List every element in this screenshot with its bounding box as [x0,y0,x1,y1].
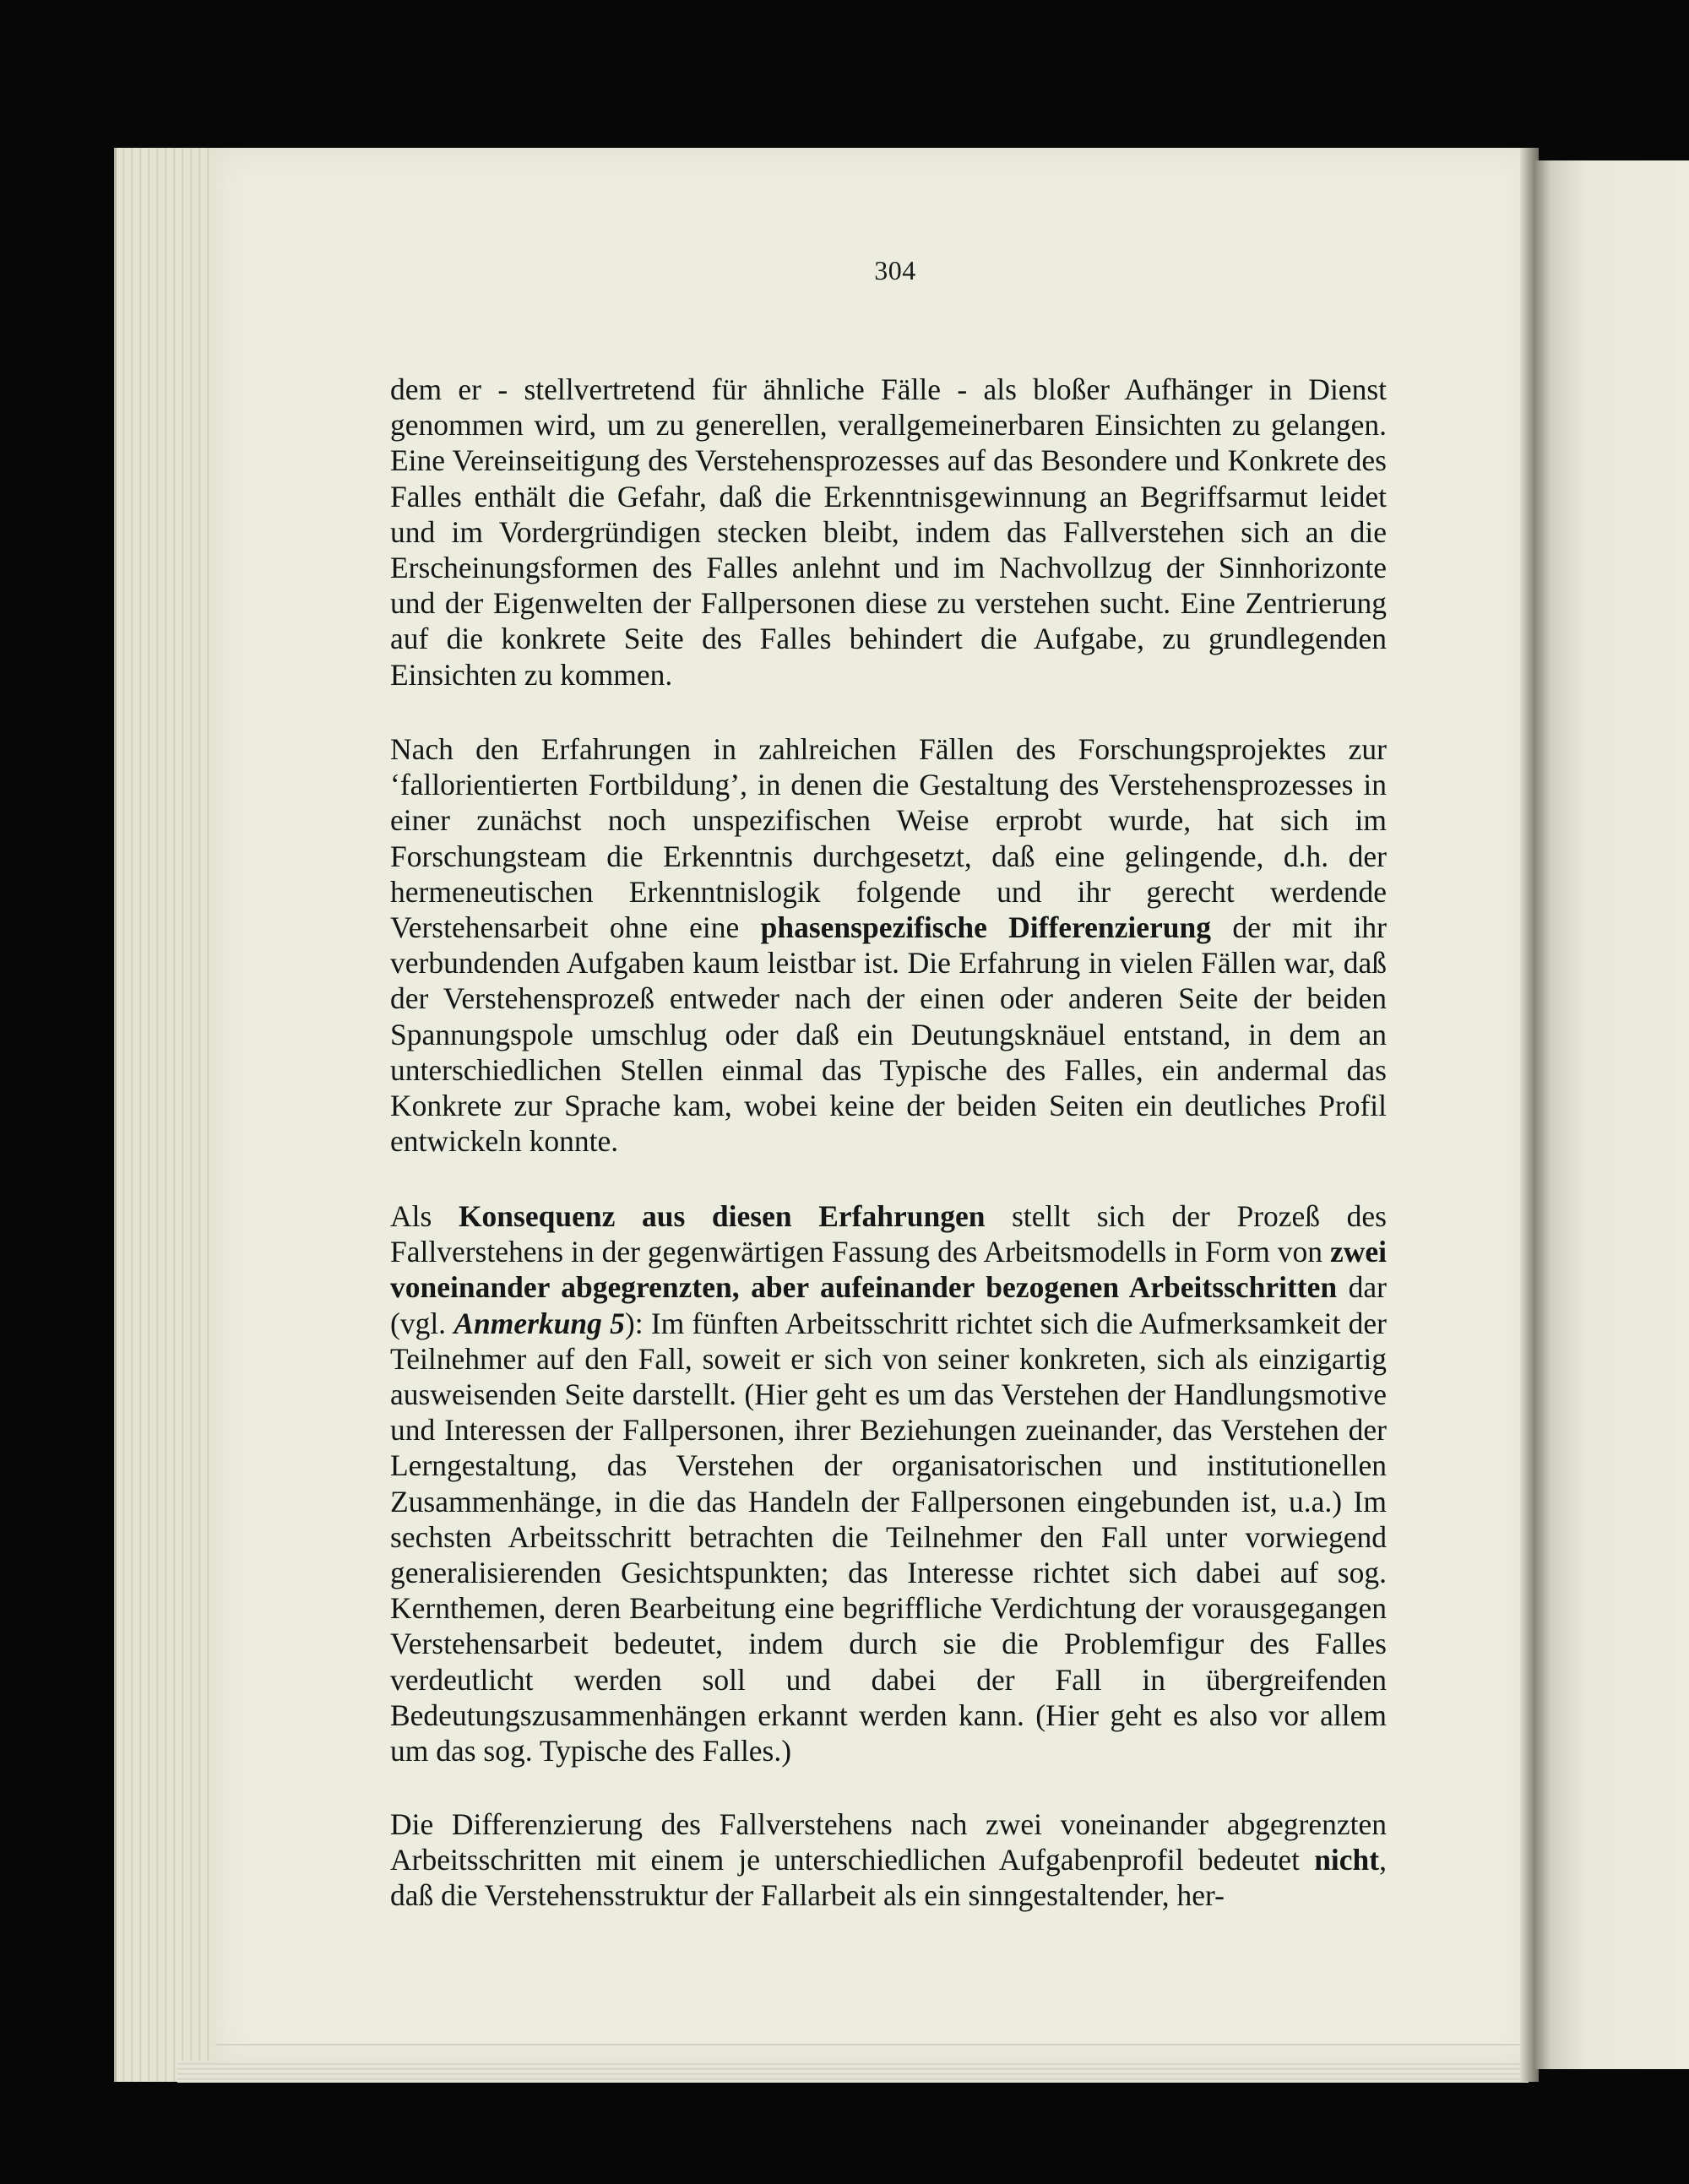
paragraph-3-text-3: dar (vgl. [390,1270,1387,1340]
paragraph-4 [390,1806,1387,1914]
page-edge-line [215,2044,1533,2045]
paragraph-1 [390,372,1387,693]
paragraph-4-bold-word: nicht [1314,1843,1380,1877]
paragraph-4-text-after: , daß die Verstehensstruktur der Fallarbeit als ein sinngestaltender, her- [390,1843,1387,1913]
page-number: 304 [874,255,916,285]
paragraph-3 [390,1198,1387,1768]
paragraph-3-text-4: ): Im fünften Arbeitsschritt richtet sich die Aufmerksamkeit der Teilnehmer auf den Fall, soweit er sich von seiner konkreten, sich als einzigartig ausweisenden Seite darstellt. (Hier geht es um das Verstehen der Handlungsmotive und Interessen der Fallpersonen, ihrer Beziehungen zueinander, das Verstehen der Lerngestaltung, das Verstehen der organisatorischen und institutionellen Zusammenhänge, in die das Handeln der Fallpersonen eingebunden ist, u.a.) Im sechsten Arbeitsschritt betrachten die Teilnehmer den Fall unter vorwiegend generalisierenden Gesichtspunkten; das Interesse richtet sich dabei auf sog. Kernthemen, deren Bearbeitung eine begriffliche Verdichtung der vorausgegangen Verstehensarbeit bedeutet, indem durch sie die Problemfigur des Falles verdeutlicht werden soll und dabei der Fall in übergreifenden Bedeutungszusammenhängen erkannt werden kann. (Hier geht es also vor allem um das sog. Typische des Falles.) [390,1306,1387,1768]
paragraph-2-text-after: der mit ihr verbundenden Aufgaben kaum leistbar ist. Die Erfahrung in vielen Fällen war, daß der Verstehensprozeß entweder nach der einen oder anderen Seite der beiden Spannungspole umschlug oder daß ein Deutungsknäuel entstand, in dem an unterschiedlichen Stellen einmal das Typische des Falles, ein andermal das Konkrete zur Sprache kam, wobei keine der beiden Seiten ein deutliches Profil entwickeln konnte. [390,910,1387,1159]
paragraph-3-italic-reference: Anmerkung 5 [453,1306,625,1340]
paragraph-1-text: dem er - stellvertretend für ähnliche Fälle - als bloßer Aufhänger in Dienst genommen wird, um zu generellen, verallgemeinerbaren Einsichten zu gelangen. Eine Vereinseitigung des Verstehensprozesses auf das Besondere und Konkrete des Falles enthält die Gefahr, daß die Erkenntnisgewinnung an Begriffsarmut leidet und im Vordergründigen stecken bleibt, indem das Fallverstehen sich an die Erscheinungsformen des Falles anlehnt und im Nachvollzug der Sinnhorizonte und der Eigenwelten der Fallpersonen diese zu verstehen sucht. Eine Zentrierung auf die konkrete Seite des Falles behindert die Aufgabe, zu grundlegenden Einsichten zu kommen. [390,372,1387,692]
facing-page-edge [1535,160,1689,2069]
paragraph-3-text-1: Als [390,1199,459,1233]
paragraph-2-text-before: Nach den Erfahrungen in zahlreichen Fällen des Forschungsprojektes zur ‘fallorientierten Fortbildung’, in denen die Gestaltung des Verstehensprozesses in einer zunächst noch unspezifischen Weise erprobt wurde, hat sich im Forschungsteam die Erkenntnis durchgesetzt, daß eine gelingende, d.h. der hermeneutischen Erkenntnislogik folgende und ihr gerecht werdende Verstehensarbeit ohne eine [390,732,1387,945]
page-block-bottom-edge [177,2061,1529,2083]
paragraph-3-text-2: stellt sich der Prozeß des Fallverstehens in der gegenwärtigen Fassung des Arbeitsmodells in Form von [390,1199,1387,1269]
paragraph-2-bold-phrase: phasenspezifische Differenzierung [760,910,1212,945]
paragraph-4-text-before: Die Differenzierung des Fallverstehens nach zwei voneinander abgegrenzten Arbeitsschritten mit einem je unterschiedlichen Aufgabenprofil bedeutet [390,1807,1387,1877]
paragraph-3-bold-phrase-2: zwei voneinander abgegrenzten, aber aufeinander bezogenen Arbeitsschritten [390,1235,1387,1305]
paragraph-2 [390,731,1387,1159]
paragraph-3-bold-phrase-1: Konsequenz aus diesen Erfahrungen [458,1199,986,1233]
